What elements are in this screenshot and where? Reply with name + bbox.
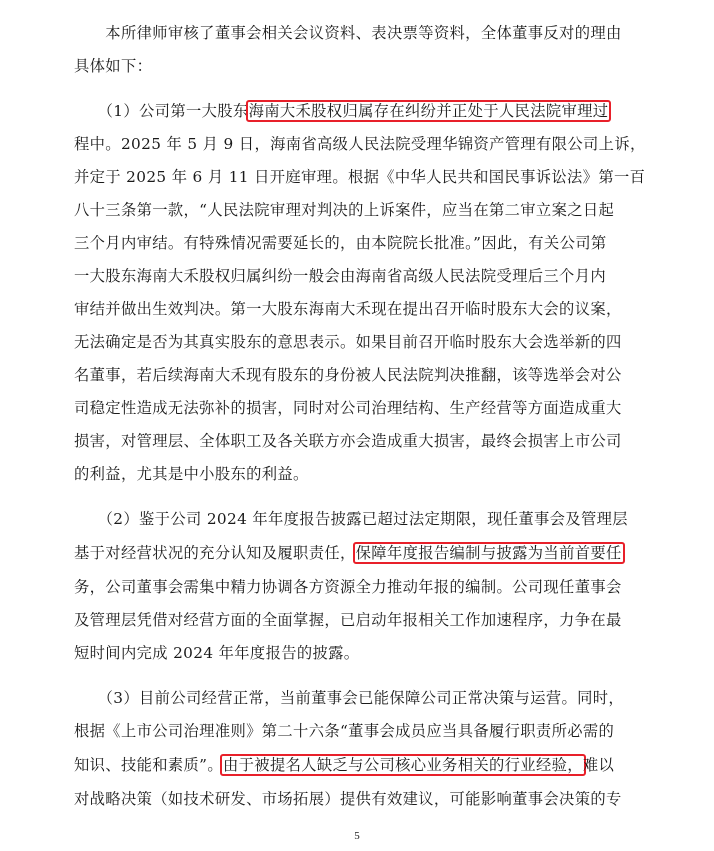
para1-line-10: 司稳定性造成无法弥补的损害，同时对公司治理结构、生产经营等方面造成重大 — [74, 399, 622, 417]
para3-line-2: 根据《上市公司治理准则》第二十六条“董事会成员应当具备履行职责所必需的 — [74, 722, 615, 740]
highlight-box-2: 保障年度报告编制与披露为当前首要任 — [353, 542, 625, 564]
para3-lead: 知识、技能和素质”。 — [74, 756, 223, 774]
para3-tail: 难以 — [582, 756, 615, 774]
para2-line-2 — [74, 543, 634, 563]
para3-line-3 — [74, 755, 634, 775]
para1-line-4: 八十三条第一款，“人民法院审理对判决的上诉案件，应当在第二审立案之日起 — [74, 201, 615, 219]
intro-line-1: 本所律师审核了董事会相关会议资料、表决票等资料，全体董事反对的理由 — [74, 24, 622, 42]
para1-line-12: 的利益，尤其是中小股东的利益。 — [74, 465, 309, 483]
para1-line-2: 程中。2025 年 5 月 9 日，海南省高级人民法院受理华锦资产管理有限公司上诉， — [74, 135, 646, 153]
para1-line-9: 名董事，若后续海南大禾现有股东的身份被人民法院判决推翻，该等选举会对公 — [74, 366, 622, 384]
para1-line-6: 一大股东海南大禾股权归属纠纷一般会由海南省高级人民法院受理后三个月内 — [74, 267, 606, 285]
para1-lead: （1）公司第一大股东 — [74, 102, 249, 120]
para3-line-4: 对战略决策（如技术研发、市场拓展）提供有效建议，可能影响董事会决策的专 — [74, 790, 622, 808]
para2-line-4: 及管理层凭借对经营方面的全面掌握，已启动年报相关工作加速程序，力争在最 — [74, 611, 622, 629]
para1-line-7: 审结并做出生效判决。第一大股东海南大禾现在提出召开临时股东大会的议案， — [74, 300, 622, 318]
para2-line-3: 务，公司董事会需集中精力协调各方资源全力推动年报的编制。公司现任董事会 — [74, 578, 622, 596]
highlight-box-1: 海南大禾股权归属存在纠纷并正处于人民法院审理过 — [246, 100, 612, 122]
para2-line-1: （2）鉴于公司 2024 年年度报告披露已超过法定期限，现任董事会及管理层 — [74, 510, 628, 528]
intro-line-2: 具体如下： — [74, 57, 153, 75]
para2-line-5: 短时间内完成 2024 年年度报告的披露。 — [74, 644, 360, 662]
para1-line-11: 损害，对管理层、全体职工及各关联方亦会造成重大损害，最终会损害上市公司 — [74, 432, 622, 450]
para1-line-3: 并定于 2025 年 6 月 11 日开庭审理。根据《中华人民共和国民事诉讼法》第一百 — [74, 168, 646, 186]
para2-lead: 基于对经营状况的充分认知及履职责任， — [74, 544, 356, 562]
para1-line-8: 无法确定是否为其真实股东的意思表示。如果目前召开临时股东大会选举新的四 — [74, 333, 622, 351]
highlight-box-3: 由于被提名人缺乏与公司核心业务相关的行业经验， — [220, 754, 586, 776]
para1-line-1 — [74, 101, 634, 121]
para3-line-1: （3）目前公司经营正常，当前董事会已能保障公司正常决策与运营。同时， — [74, 689, 625, 707]
para1-line-5: 三个月内审结。有特殊情况需要延长的，由本院院长批准。”因此，有关公司第 — [74, 234, 607, 252]
page-number: 5 — [354, 830, 360, 842]
